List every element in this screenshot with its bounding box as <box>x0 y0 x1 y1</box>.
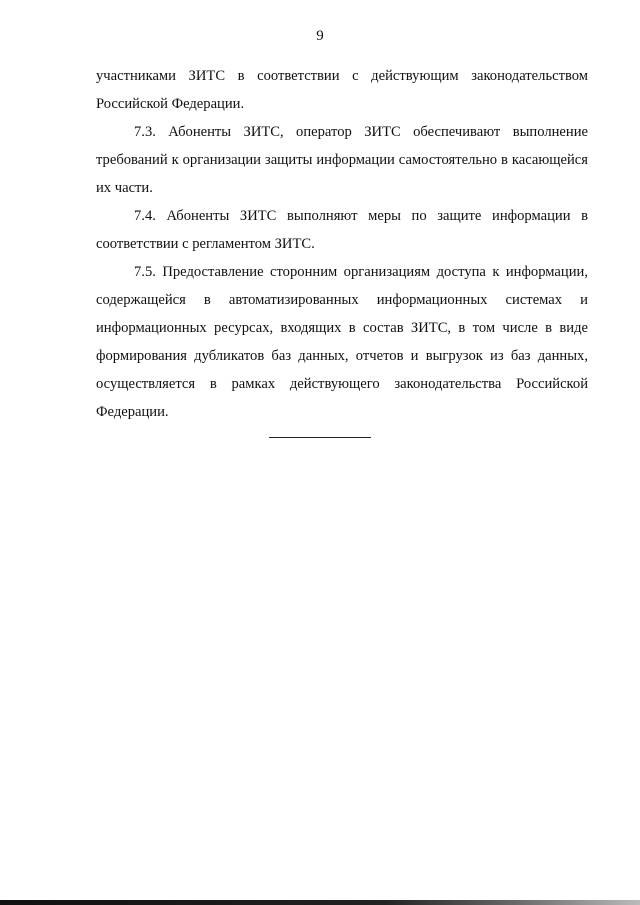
paragraph-7-4: 7.4. Абоненты ЗИТС выполняют меры по защите информации в соответствии с регламентом ЗИТС. <box>96 208 588 252</box>
end-of-document-rule <box>269 437 371 438</box>
paragraph-7-5: 7.5. Предоставление сторонним организациям доступа к информации, содержащейся в автоматизированных информационных системах и информационных ресурсах, входящих в состав ЗИТС, в том числе в виде формирования дубликатов баз данных, отчетов и выгрузок из баз данных, осуществляется в рамках действующего законодательства Российской Федерации. <box>96 264 588 420</box>
page-number: 9 <box>316 28 324 44</box>
paragraph-continuation: участниками ЗИТС в соответствии с действующим законодательством Российской Федерации. <box>96 68 588 112</box>
scan-bottom-edge <box>0 900 640 905</box>
document-body <box>96 62 588 426</box>
paragraph-7-3: 7.3. Абоненты ЗИТС, оператор ЗИТС обеспечивают выполнение требований к организации защиты информации самостоятельно в касающейся их части. <box>96 124 588 196</box>
